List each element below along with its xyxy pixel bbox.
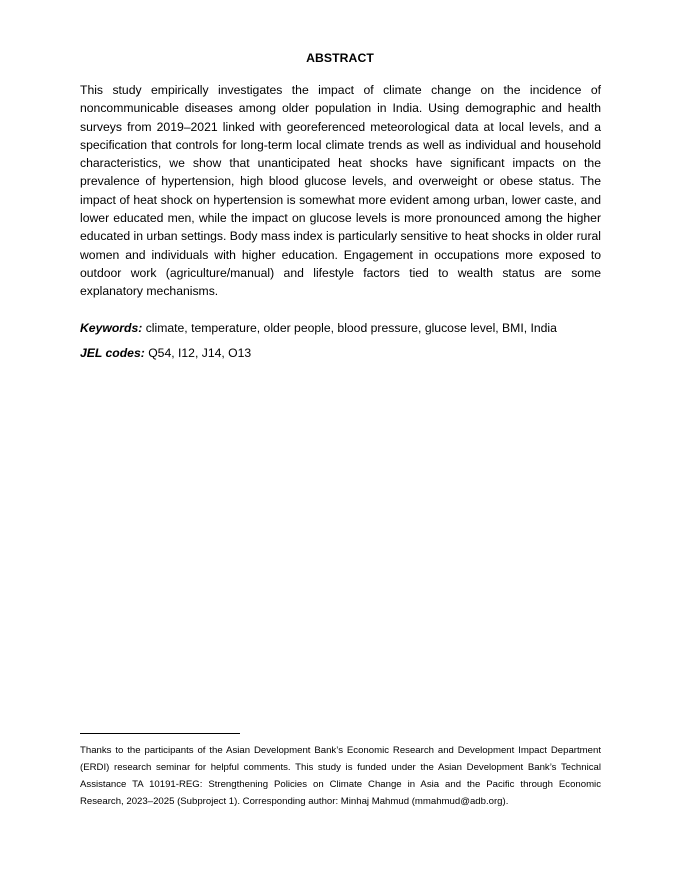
keywords-value: climate, temperature, older people, blood pressure, glucose level, BMI, India [145, 321, 557, 335]
footnote-text: Thanks to the participants of the Asian Development Bank’s Economic Research and Development Impact Department (ERDI) research seminar for helpful comments. This study is funded under the Asian Development Bank’s Technical Assistance TA 10191-REG: Strengthening Policies on Climate Change in Asia and the Pacific through Economic Research, 2023–2025 (Subproject 1). Corresponding author: Minhaj Mahmud (mmahmud@adb.org). [80, 745, 601, 808]
keywords-label: Keywords: [80, 321, 143, 335]
jel-codes-label: JEL codes: [80, 346, 145, 360]
jel-codes-value: Q54, I12, J14, O13 [148, 346, 252, 360]
jel-codes-line [80, 344, 601, 362]
footnote-divider [80, 733, 240, 734]
abstract-heading: ABSTRACT [306, 51, 374, 65]
abstract-paragraph: This study empirically investigates the impact of climate change on the incidence of noncommunicable diseases among older population in India. Using demographic and health surveys from 2019–2021 linked with georeferenced meteorological data at local levels, and a specification that controls for long-term local climate trends as well as individual and household characteristics, we show that unanticipated heat shocks have significant impacts on the prevalence of hypertension, high blood glucose levels, and overweight or obese status. The impact of heat shock on hypertension is somewhat more evident among urban, lower caste, and lower educated men, while the impact on glucose levels is more pronounced among the higher educated in urban settings. Body mass index is particularly sensitive to heat shocks in older rural women and individuals with higher education. Engagement in occupations more exposed to outdoor work (agriculture/manual) and lifestyle factors tied to wealth status are some explanatory mechanisms. [80, 83, 601, 299]
keywords-line [80, 319, 601, 337]
